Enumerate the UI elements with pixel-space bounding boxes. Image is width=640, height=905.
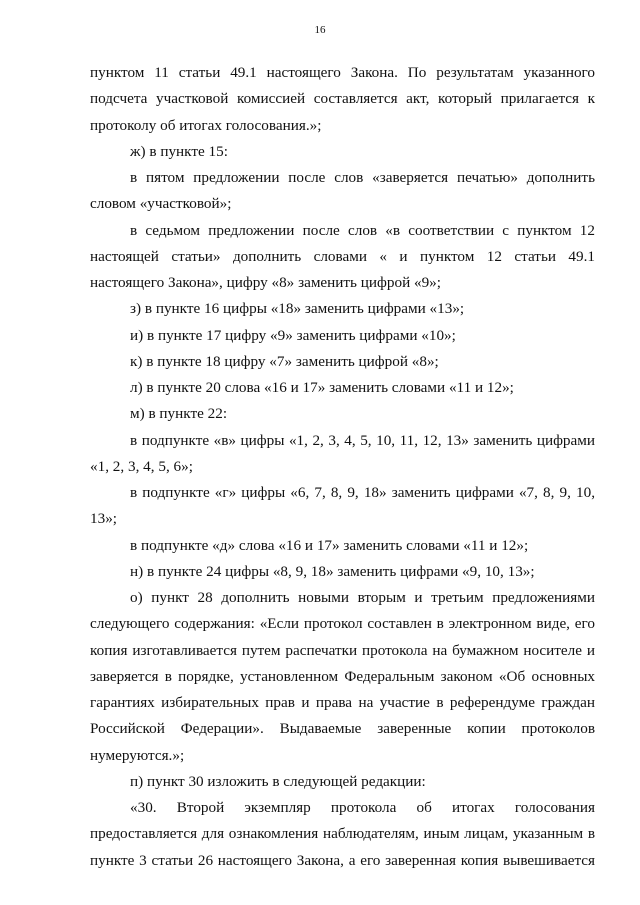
- paragraph-continuation: пунктом 11 статьи 49.1 настоящего Закона. По результатам указанного подсчета участковой комиссией составляется акт, который прилагается к протоколу об итогах голосования.»;: [90, 64, 595, 134]
- paragraph-item-i: и) в пункте 17 цифру «9» заменить цифрами «10»;: [130, 326, 456, 344]
- paragraph-subitem-g: в подпункте «г» цифры «6, 7, 8, 9, 18» заменить цифрами «7, 8, 9, 10, 13»;: [90, 484, 595, 528]
- paragraph-subitem-d: в подпункте «д» слова «16 и 17» заменить словами «11 и 12»;: [130, 536, 529, 554]
- paragraph-item-o: о) пункт 28 дополнить новыми вторым и третьим предложениями следующего содержания: «Если протокол составлен в электронном виде, его копия изготавливается путем распечатки протокола на бумажном носителе и заверяется в порядке, установленном Федеральным законом «Об основных гарантиях избирательных прав и права на участие в референдуме граждан Российской Федерации». Выдаваемые заверенные копии протоколов нумеруются.»;: [90, 589, 595, 764]
- paragraph-item-l: л) в пункте 20 слова «16 и 17» заменить словами «11 и 12»;: [130, 379, 514, 396]
- paragraph-item-k: к) в пункте 18 цифру «7» заменить цифрой «8»;: [130, 352, 439, 370]
- page-number: 16: [314, 24, 326, 36]
- paragraph-seventh-sentence: в седьмом предложении после слов «в соответствии с пунктом 12 настоящей статьи» дополнить словами « и пунктом 12 статьи 49.1 настоящего Закона», цифру «8» заменить цифрой «9»;: [90, 221, 595, 291]
- paragraph-item-n: н) в пункте 24 цифры «8, 9, 18» заменить цифрами «9, 10, 13»;: [130, 562, 535, 580]
- paragraph-fifth-sentence: в пятом предложении после слов «заверяется печатью» дополнить словом «участковой»;: [90, 169, 595, 213]
- document-body: [90, 60, 595, 874]
- paragraph-clause-30: «30. Второй экземпляр протокола об итогах голосования предоставляется для ознакомления наблюдателям, иным лицам, указанным в пункте 3 статьи 26 настоящего Закона, а его заверенная копия вывешивается: [90, 799, 595, 869]
- paragraph-item-zh: ж) в пункте 15:: [130, 142, 228, 160]
- paragraph-item-z: з) в пункте 16 цифры «18» заменить цифрами «13»;: [130, 300, 465, 318]
- paragraph-item-p: п) пункт 30 изложить в следующей редакции:: [130, 772, 426, 790]
- paragraph-item-m: м) в пункте 22:: [130, 405, 228, 423]
- paragraph-subitem-v: в подпункте «в» цифры «1, 2, 3, 4, 5, 10, 11, 12, 13» заменить цифрами «1, 2, 3, 4, 5, 6»;: [90, 431, 595, 475]
